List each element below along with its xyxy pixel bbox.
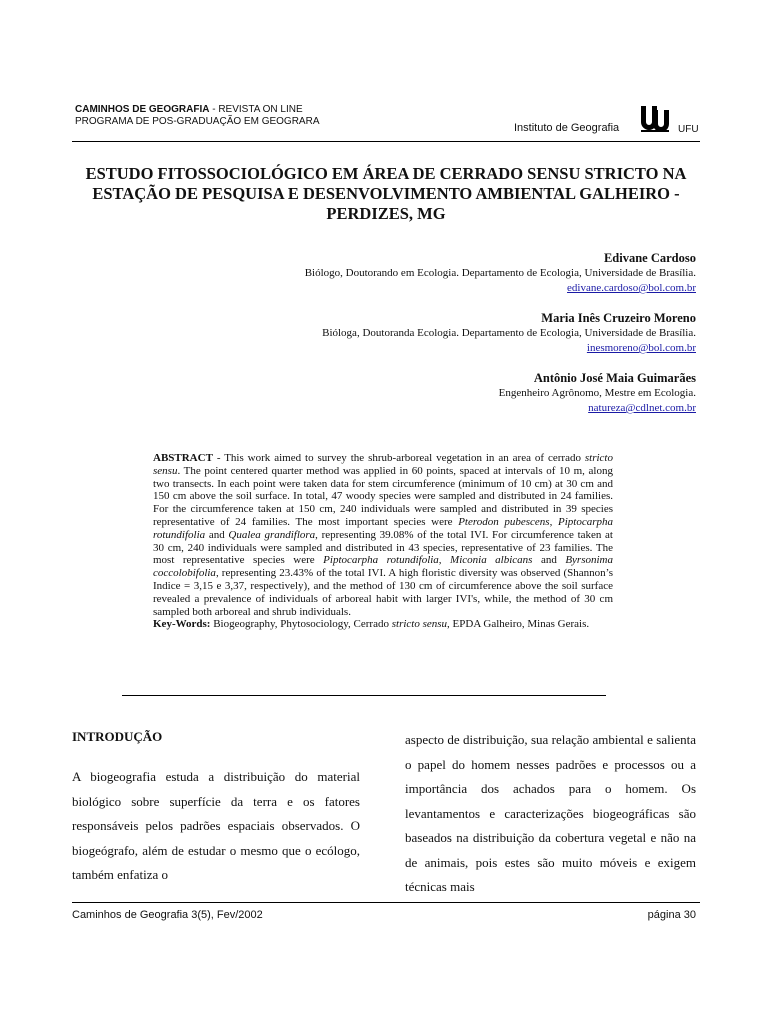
abstract-label: ABSTRACT <box>153 452 213 464</box>
author-affiliation: Bióloga, Doutoranda Ecologia. Departamento de Ecologia, Universidade de Brasília. <box>322 327 696 339</box>
abstract-segment: , representing 23.43% of the total IVI. A high floristic diversity was observed (Shannon’s Indice = 3,15 e 3,37, respectively), and the method of 130 cm of circumference above the soil surface revealed a prevalence of individuals of arboreal habit with larger IVI's, while, the method of 30 cm sampled both arboreal and shrub individuals. <box>153 567 613 618</box>
journal-name: CAMINHOS DE GEOGRAFIA <box>75 104 210 115</box>
author-block <box>176 250 696 295</box>
abstract-divider <box>122 695 606 696</box>
species-name: stricto sensu <box>153 452 613 477</box>
journal-subtitle: - REVISTA ON LINE <box>209 104 303 115</box>
author-name: Edivane Cardoso <box>603 251 696 265</box>
keywords <box>153 618 613 631</box>
keywords-segment: Biogeography, Phytosociology, Cerrado <box>210 618 392 631</box>
page-number: página 30 <box>647 909 696 921</box>
footer-divider <box>72 902 700 903</box>
author-email-link[interactable]: inesmoreno@bol.com.br <box>586 342 696 354</box>
ufu-logo-icon <box>638 104 672 134</box>
body-column-left <box>72 725 360 888</box>
section-heading: INTRODUÇÃO <box>72 729 163 744</box>
abstract-segment: , representing 39.08% of the total IVI. For circumference taken at 30 cm, 240 individuals were sampled and distributed in 43 species, representative of 23 families. The most representative species were <box>153 528 613 567</box>
body-column-right <box>405 728 696 900</box>
body-paragraph: aspecto de distribuição, sua relação ambiental e salienta o papel do homem nesses padrões e processos ou a importância dos achados para o homem. Os levantamentos e caracterizações biogeográficas são baseados na distribuição da cobertura vegetal e não na de animais, pois estes são muito móveis e exigem técnicas mais <box>405 732 696 894</box>
university-abbrev: UFU <box>678 124 699 135</box>
header-divider <box>72 141 700 142</box>
author-email-link[interactable]: edivane.cardoso@bol.com.br <box>567 282 696 294</box>
species-name: Piptocarpha rotundifolia, Miconia albicans <box>323 554 533 567</box>
body-paragraph: A biogeografia estuda a distribuição do material biológico sobre superfície da terra e os fatores responsáveis pelos padrões espaciais observados. O biogeógrafo, além de estudar o mesmo que o ecólogo, também enfatiza o <box>72 769 360 882</box>
abstract-segment: - This work aimed to survey the shrub-arboreal vegetation in an area of cerrado <box>212 452 585 464</box>
abstract <box>153 452 613 631</box>
keywords-italic: stricto sensu <box>391 618 448 631</box>
species-name: Pterodon pubescens, Piptocarpha rotundifolia <box>153 515 613 541</box>
abstract-segment: and <box>205 528 229 541</box>
author-affiliation: Engenheiro Agrônomo, Mestre em Ecologia. <box>498 387 696 399</box>
abstract-text <box>153 452 613 618</box>
abstract-segment: . The point centered quarter method was applied in 60 points, spaced at intervals of 10 m, along two transects. In each point were taken data for stem circumference (minimum of 10 cm) at 30 cm and 150 cm above the soil surface. In total, 47 woody species were sampled and distributed in 24 families. For the circumference taken at 150 cm, 240 individuals were sampled and distributed in 39 species representative of 24 families. The most important species were <box>153 464 613 528</box>
author-name: Antônio José Maia Guimarães <box>533 371 696 385</box>
author-list <box>176 250 696 430</box>
footer-citation: Caminhos de Geografia 3(5), Fev/2002 <box>72 909 263 921</box>
author-block <box>176 370 696 415</box>
keywords-segment: , EPDA Galheiro, Minas Gerais. <box>447 618 590 631</box>
author-name: Maria Inês Cruzeiro Moreno <box>541 311 696 325</box>
institute-name: Instituto de Geografia <box>514 122 620 134</box>
author-block <box>176 310 696 355</box>
keywords-label: Key-Words: <box>153 618 211 631</box>
paper-title: ESTUDO FITOSSOCIOLÓGICO EM ÁREA DE CERRADO SENSU STRICTO NA ESTAÇÃO DE PESQUISA E DESENVOLVIMENTO AMBIENTAL GALHEIRO - PERDIZES, MG <box>85 164 687 223</box>
journal-header <box>75 104 319 128</box>
program-name: PROGRAMA DE POS-GRADUAÇÃO EM GEOGRARA <box>75 116 320 127</box>
species-name: Byrsonima coccolobifolia <box>153 554 613 580</box>
author-email-link[interactable]: natureza@cdlnet.com.br <box>588 402 696 414</box>
author-affiliation: Biólogo, Doutorando em Ecologia. Departamento de Ecologia, Universidade de Brasília. <box>304 267 696 279</box>
abstract-segment: and <box>532 554 566 567</box>
species-name: Qualea grandiflora <box>228 528 316 541</box>
